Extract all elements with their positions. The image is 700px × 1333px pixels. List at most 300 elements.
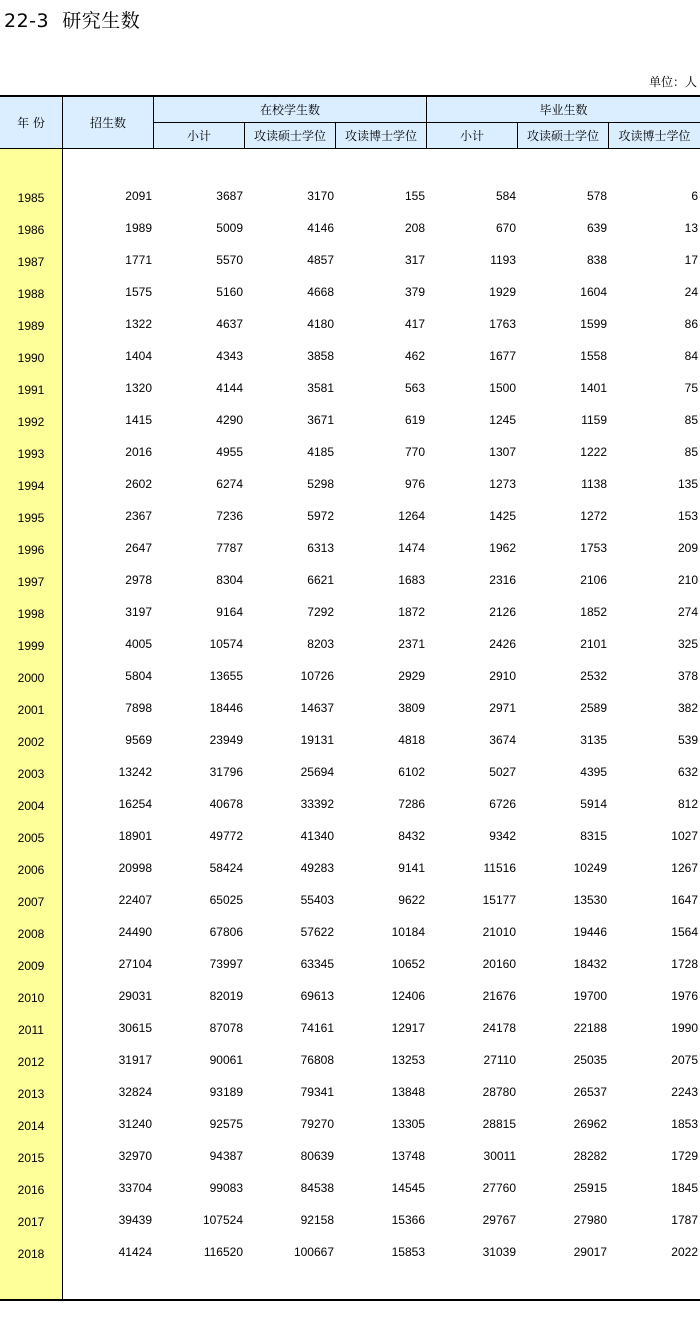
graduates-master-cell: 1753 xyxy=(580,541,607,555)
graduates-doctor-cell: 75 xyxy=(684,381,698,395)
in-school-subtotal-cell: 4144 xyxy=(216,381,243,395)
graduates-master-cell: 1272 xyxy=(580,509,607,523)
graduates-master-cell: 25035 xyxy=(573,1053,607,1067)
enrollment-cell: 1771 xyxy=(125,253,152,267)
year-cell: 2013 xyxy=(17,1087,45,1101)
enrollment-cell: 31240 xyxy=(118,1117,152,1131)
graduates-subtotal-cell: 1929 xyxy=(489,285,516,299)
graduates-subtotal-cell: 1193 xyxy=(490,253,516,267)
in-school-doctor-cell: 13748 xyxy=(391,1149,425,1163)
in-school-subtotal-cell: 3687 xyxy=(216,189,243,203)
in-school-doctor-cell: 9622 xyxy=(398,893,425,907)
table-row xyxy=(0,980,700,1012)
in-school-subtotal-cell: 5570 xyxy=(216,253,243,267)
graduates-doctor-cell: 274 xyxy=(677,605,698,619)
in-school-master-cell: 33392 xyxy=(300,797,334,811)
table-row xyxy=(0,532,700,564)
graduates-doctor-cell: 153 xyxy=(677,509,698,523)
year-cell: 1997 xyxy=(17,575,45,589)
in-school-doctor-cell: 770 xyxy=(404,445,425,459)
table-row xyxy=(0,308,700,340)
table-row xyxy=(0,436,700,468)
graduates-subtotal-cell: 27110 xyxy=(483,1053,516,1067)
graduates-subtotal-cell: 584 xyxy=(495,189,516,203)
table-row xyxy=(0,1076,700,1108)
graduates-master-cell: 22188 xyxy=(573,1021,607,1035)
graduates-doctor-cell: 1564 xyxy=(671,925,698,939)
in-school-master-cell: 8203 xyxy=(307,637,334,651)
in-school-subtotal-cell: 23949 xyxy=(209,733,243,747)
graduates-subtotal-cell: 1245 xyxy=(489,413,516,427)
in-school-master-cell: 3671 xyxy=(307,413,334,427)
year-cell: 1988 xyxy=(17,287,45,301)
enrollment-cell: 27104 xyxy=(118,957,152,971)
year-cell: 1991 xyxy=(17,383,45,397)
in-school-doctor-cell: 12406 xyxy=(391,989,425,1003)
table-row xyxy=(0,756,700,788)
unit-label: 单位：人 xyxy=(648,75,697,89)
in-school-subtotal-cell: 94387 xyxy=(209,1149,243,1163)
enrollment-cell: 9569 xyxy=(125,733,152,747)
enrollment-cell: 2647 xyxy=(125,541,152,555)
header-in-school-doctor: 攻读博士学位 xyxy=(344,129,417,143)
in-school-master-cell: 6621 xyxy=(307,573,334,587)
enrollment-cell: 5804 xyxy=(125,669,152,683)
graduates-master-cell: 1159 xyxy=(581,413,607,427)
in-school-subtotal-cell: 10574 xyxy=(209,637,243,651)
graduates-subtotal-cell: 28815 xyxy=(482,1117,516,1131)
in-school-master-cell: 80639 xyxy=(300,1149,334,1163)
in-school-master-cell: 10726 xyxy=(300,669,334,683)
table-row xyxy=(0,1108,700,1140)
graduates-doctor-cell: 1787 xyxy=(671,1213,698,1227)
year-cell: 2014 xyxy=(17,1119,45,1133)
year-cell: 1994 xyxy=(17,479,45,493)
in-school-doctor-cell: 462 xyxy=(404,349,425,363)
graduates-subtotal-cell: 2971 xyxy=(489,701,516,715)
graduates-subtotal-cell: 2126 xyxy=(489,605,516,619)
table-row xyxy=(0,692,700,724)
table-row xyxy=(0,788,700,820)
in-school-master-cell: 5972 xyxy=(307,509,334,523)
table-row xyxy=(0,820,700,852)
in-school-subtotal-cell: 31796 xyxy=(209,765,243,779)
in-school-subtotal-cell: 40678 xyxy=(209,797,243,811)
header-graduates-doctor: 攻读博士学位 xyxy=(618,129,691,143)
in-school-master-cell: 3170 xyxy=(307,189,334,203)
graduates-doctor-cell: 85 xyxy=(684,413,698,427)
year-cell: 2000 xyxy=(17,671,45,685)
in-school-doctor-cell: 563 xyxy=(404,381,425,395)
graduates-master-cell: 639 xyxy=(586,221,607,235)
in-school-master-cell: 57622 xyxy=(300,925,334,939)
graduates-doctor-cell: 1027 xyxy=(671,829,698,843)
graduates-subtotal-cell: 2910 xyxy=(489,669,516,683)
graduates-doctor-cell: 382 xyxy=(677,701,698,715)
in-school-master-cell: 84538 xyxy=(300,1181,334,1195)
graduates-subtotal-cell: 1425 xyxy=(489,509,516,523)
in-school-subtotal-cell: 9164 xyxy=(216,605,243,619)
graduates-subtotal-cell: 15177 xyxy=(482,893,516,907)
graduates-doctor-cell: 1976 xyxy=(671,989,698,1003)
enrollment-cell: 2978 xyxy=(125,573,152,587)
in-school-subtotal-cell: 58424 xyxy=(209,861,243,875)
graduates-subtotal-cell: 9342 xyxy=(489,829,516,843)
in-school-subtotal-cell: 8304 xyxy=(216,573,243,587)
graduates-subtotal-cell: 1500 xyxy=(489,381,516,395)
graduates-doctor-cell: 1647 xyxy=(671,893,698,907)
graduates-doctor-cell: 2243 xyxy=(671,1085,698,1099)
table-row xyxy=(0,596,700,628)
in-school-doctor-cell: 317 xyxy=(404,253,425,267)
year-cell: 1985 xyxy=(17,191,45,205)
in-school-doctor-cell: 8432 xyxy=(398,829,425,843)
in-school-doctor-cell: 15853 xyxy=(391,1245,425,1259)
year-cell: 2018 xyxy=(17,1247,45,1261)
in-school-master-cell: 25694 xyxy=(300,765,334,779)
enrollment-cell: 32824 xyxy=(118,1085,152,1099)
graduates-master-cell: 2589 xyxy=(580,701,607,715)
graduates-master-cell: 10249 xyxy=(573,861,607,875)
graduates-subtotal-cell: 11516 xyxy=(483,861,516,875)
header-year: 年 份 xyxy=(17,116,45,130)
table-row xyxy=(0,948,700,980)
graduates-doctor-cell: 85 xyxy=(684,445,698,459)
graduates-master-cell: 19700 xyxy=(573,989,607,1003)
table-row xyxy=(0,564,700,596)
graduates-subtotal-cell: 5027 xyxy=(489,765,516,779)
table-row xyxy=(0,884,700,916)
enrollment-cell: 13242 xyxy=(118,765,152,779)
in-school-doctor-cell: 12917 xyxy=(391,1021,425,1035)
table-bottom-rule xyxy=(0,1299,700,1301)
in-school-master-cell: 4146 xyxy=(307,221,334,235)
in-school-subtotal-cell: 87078 xyxy=(209,1021,243,1035)
in-school-doctor-cell: 2371 xyxy=(398,637,425,651)
graduates-master-cell: 2101 xyxy=(580,637,607,651)
year-cell: 2016 xyxy=(17,1183,45,1197)
graduates-doctor-cell: 812 xyxy=(677,797,698,811)
in-school-subtotal-cell: 67806 xyxy=(209,925,243,939)
year-cell: 1999 xyxy=(17,639,45,653)
graduates-doctor-cell: 13 xyxy=(684,221,698,235)
year-cell: 1998 xyxy=(17,607,45,621)
year-cell: 2009 xyxy=(17,959,45,973)
year-cell: 1996 xyxy=(17,543,45,557)
year-cell: 1993 xyxy=(17,447,45,461)
graduates-subtotal-cell: 24178 xyxy=(482,1021,516,1035)
graduates-master-cell: 4395 xyxy=(580,765,607,779)
graduates-doctor-cell: 210 xyxy=(677,573,698,587)
in-school-subtotal-cell: 13655 xyxy=(209,669,243,683)
page-title: 22-3 研究生数 xyxy=(4,10,141,32)
in-school-doctor-cell: 14545 xyxy=(391,1181,425,1195)
table-row xyxy=(0,500,700,532)
in-school-master-cell: 4668 xyxy=(307,285,334,299)
in-school-master-cell: 6313 xyxy=(307,541,334,555)
table-row xyxy=(0,1140,700,1172)
in-school-doctor-cell: 1474 xyxy=(398,541,425,555)
in-school-master-cell: 7292 xyxy=(307,605,334,619)
in-school-master-cell: 69613 xyxy=(300,989,334,1003)
in-school-doctor-cell: 155 xyxy=(404,189,425,203)
in-school-master-cell: 79270 xyxy=(300,1117,334,1131)
enrollment-cell: 2367 xyxy=(125,509,152,523)
graduates-subtotal-cell: 28780 xyxy=(482,1085,516,1099)
year-cell: 1990 xyxy=(17,351,45,365)
in-school-subtotal-cell: 82019 xyxy=(209,989,243,1003)
table-row xyxy=(0,1204,700,1236)
in-school-subtotal-cell: 4290 xyxy=(216,413,243,427)
enrollment-cell: 1320 xyxy=(125,381,152,395)
in-school-subtotal-cell: 116520 xyxy=(203,1245,243,1259)
graduates-subtotal-cell: 31039 xyxy=(482,1245,516,1259)
in-school-master-cell: 55403 xyxy=(300,893,334,907)
in-school-master-cell: 19131 xyxy=(300,733,334,747)
year-cell: 2005 xyxy=(17,831,45,845)
table-row xyxy=(0,724,700,756)
graduates-doctor-cell: 1845 xyxy=(671,1181,698,1195)
graduates-doctor-cell: 378 xyxy=(677,669,698,683)
in-school-doctor-cell: 208 xyxy=(404,221,425,235)
enrollment-cell: 3197 xyxy=(125,605,152,619)
year-cell: 2017 xyxy=(17,1215,45,1229)
in-school-master-cell: 4185 xyxy=(307,445,334,459)
graduates-master-cell: 26962 xyxy=(573,1117,607,1131)
enrollment-cell: 33704 xyxy=(118,1181,152,1195)
enrollment-cell: 22407 xyxy=(118,893,152,907)
graduates-master-cell: 1401 xyxy=(580,381,607,395)
graduates-doctor-cell: 1728 xyxy=(671,957,698,971)
enrollment-cell: 16254 xyxy=(118,797,152,811)
in-school-subtotal-cell: 92575 xyxy=(209,1117,243,1131)
enrollment-cell: 2602 xyxy=(125,477,152,491)
graduates-subtotal-cell: 21010 xyxy=(482,925,516,939)
enrollment-cell: 31917 xyxy=(118,1053,152,1067)
in-school-doctor-cell: 15366 xyxy=(391,1213,425,1227)
graduates-master-cell: 26537 xyxy=(573,1085,607,1099)
graduates-master-cell: 1138 xyxy=(581,477,607,491)
in-school-doctor-cell: 3809 xyxy=(398,701,425,715)
in-school-subtotal-cell: 18446 xyxy=(209,701,243,715)
graduates-master-cell: 2106 xyxy=(580,573,607,587)
in-school-subtotal-cell: 5160 xyxy=(216,285,243,299)
graduates-master-cell: 838 xyxy=(586,253,607,267)
graduates-doctor-cell: 1729 xyxy=(671,1149,698,1163)
in-school-doctor-cell: 619 xyxy=(404,413,425,427)
enrollment-cell: 1989 xyxy=(125,221,152,235)
in-school-subtotal-cell: 4343 xyxy=(216,349,243,363)
graduates-doctor-cell: 17 xyxy=(684,253,698,267)
graduates-master-cell: 3135 xyxy=(580,733,607,747)
graduates-subtotal-cell: 21676 xyxy=(482,989,516,1003)
in-school-master-cell: 4180 xyxy=(307,317,334,331)
graduates-doctor-cell: 2022 xyxy=(671,1245,698,1259)
in-school-master-cell: 100667 xyxy=(293,1245,334,1259)
graduates-master-cell: 1558 xyxy=(580,349,607,363)
in-school-subtotal-cell: 4637 xyxy=(216,317,243,331)
header-in-school-subtotal: 小计 xyxy=(186,129,211,143)
in-school-doctor-cell: 1872 xyxy=(398,605,425,619)
table-row xyxy=(0,852,700,884)
graduates-doctor-cell: 209 xyxy=(677,541,698,555)
graduates-master-cell: 18432 xyxy=(573,957,607,971)
in-school-master-cell: 49283 xyxy=(300,861,334,875)
in-school-doctor-cell: 13305 xyxy=(391,1117,425,1131)
graduates-master-cell: 1852 xyxy=(580,605,607,619)
graduates-subtotal-cell: 30011 xyxy=(483,1149,516,1163)
graduates-master-cell: 29017 xyxy=(573,1245,607,1259)
in-school-subtotal-cell: 73997 xyxy=(209,957,243,971)
enrollment-cell: 1404 xyxy=(125,349,152,363)
in-school-master-cell: 14637 xyxy=(300,701,334,715)
graduates-doctor-cell: 86 xyxy=(684,317,698,331)
in-school-subtotal-cell: 5009 xyxy=(216,221,243,235)
graduates-subtotal-cell: 6726 xyxy=(489,797,516,811)
graduates-master-cell: 1599 xyxy=(580,317,607,331)
graduates-doctor-cell: 325 xyxy=(677,637,698,651)
graduates-doctor-cell: 1853 xyxy=(671,1117,698,1131)
in-school-doctor-cell: 379 xyxy=(404,285,425,299)
enrollment-cell: 41424 xyxy=(118,1245,152,1259)
in-school-doctor-cell: 9141 xyxy=(398,861,425,875)
graduates-subtotal-cell: 2316 xyxy=(489,573,516,587)
year-cell: 1995 xyxy=(17,511,45,525)
header-graduates-subtotal: 小计 xyxy=(459,129,484,143)
year-cell: 2015 xyxy=(17,1151,45,1165)
table-row xyxy=(0,1044,700,1076)
year-cell: 1989 xyxy=(17,319,45,333)
in-school-subtotal-cell: 4955 xyxy=(216,445,243,459)
header-bottom-rule xyxy=(0,148,700,149)
graduates-subtotal-cell: 3674 xyxy=(489,733,516,747)
graduates-doctor-cell: 1267 xyxy=(671,861,698,875)
graduates-master-cell: 2532 xyxy=(580,669,607,683)
in-school-subtotal-cell: 90061 xyxy=(209,1053,243,1067)
graduates-master-cell: 19446 xyxy=(573,925,607,939)
enrollment-cell: 1415 xyxy=(125,413,152,427)
header-in-school-master: 攻读硕士学位 xyxy=(253,129,326,143)
graduates-master-cell: 1222 xyxy=(580,445,607,459)
header-enrollment: 招生数 xyxy=(89,116,126,130)
graduates-subtotal-cell: 1273 xyxy=(489,477,516,491)
in-school-doctor-cell: 10184 xyxy=(391,925,425,939)
enrollment-cell: 20998 xyxy=(118,861,152,875)
graduates-master-cell: 27980 xyxy=(573,1213,607,1227)
graduates-subtotal-cell: 670 xyxy=(495,221,516,235)
in-school-master-cell: 3581 xyxy=(307,381,334,395)
in-school-subtotal-cell: 6274 xyxy=(216,477,243,491)
in-school-master-cell: 3858 xyxy=(307,349,334,363)
year-cell: 2002 xyxy=(17,735,45,749)
table-row xyxy=(0,372,700,404)
in-school-doctor-cell: 6102 xyxy=(398,765,425,779)
graduates-master-cell: 5914 xyxy=(580,797,607,811)
table-row xyxy=(0,468,700,500)
header-graduates: 毕业生数 xyxy=(539,103,588,117)
graduates-subtotal-cell: 1763 xyxy=(489,317,516,331)
graduates-subtotal-cell: 1307 xyxy=(489,445,516,459)
in-school-doctor-cell: 10652 xyxy=(391,957,425,971)
year-cell: 2007 xyxy=(17,895,45,909)
enrollment-cell: 2091 xyxy=(125,189,152,203)
in-school-doctor-cell: 13848 xyxy=(391,1085,425,1099)
in-school-subtotal-cell: 65025 xyxy=(209,893,243,907)
year-cell: 2012 xyxy=(17,1055,45,1069)
enrollment-cell: 39439 xyxy=(118,1213,152,1227)
graduates-doctor-cell: 1990 xyxy=(671,1021,698,1035)
graduates-doctor-cell: 632 xyxy=(677,765,698,779)
table-row xyxy=(0,404,700,436)
graduates-doctor-cell: 539 xyxy=(677,733,698,747)
enrollment-cell: 32970 xyxy=(118,1149,152,1163)
in-school-master-cell: 74161 xyxy=(300,1021,334,1035)
in-school-master-cell: 76808 xyxy=(300,1053,334,1067)
enrollment-cell: 7898 xyxy=(125,701,152,715)
in-school-doctor-cell: 976 xyxy=(404,477,425,491)
year-cell: 2004 xyxy=(17,799,45,813)
table-row xyxy=(0,180,700,212)
in-school-doctor-cell: 417 xyxy=(404,317,425,331)
in-school-doctor-cell: 1264 xyxy=(398,509,425,523)
table-row xyxy=(0,212,700,244)
year-cell: 2001 xyxy=(17,703,45,717)
table-row xyxy=(0,916,700,948)
graduates-subtotal-cell: 2426 xyxy=(489,637,516,651)
in-school-doctor-cell: 13253 xyxy=(391,1053,425,1067)
in-school-master-cell: 79341 xyxy=(300,1085,334,1099)
table-row xyxy=(0,1012,700,1044)
in-school-master-cell: 92158 xyxy=(300,1213,334,1227)
in-school-doctor-cell: 1683 xyxy=(398,573,425,587)
graduates-doctor-cell: 84 xyxy=(684,349,698,363)
graduates-doctor-cell: 135 xyxy=(677,477,698,491)
header-in-school: 在校学生数 xyxy=(259,103,320,117)
graduates-master-cell: 578 xyxy=(586,189,607,203)
year-cell: 1986 xyxy=(17,223,45,237)
in-school-subtotal-cell: 93189 xyxy=(209,1085,243,1099)
year-cell: 2010 xyxy=(17,991,45,1005)
graduates-subtotal-cell: 1962 xyxy=(489,541,516,555)
graduates-doctor-cell: 24 xyxy=(684,285,698,299)
in-school-master-cell: 41340 xyxy=(300,829,334,843)
enrollment-cell: 30615 xyxy=(118,1021,152,1035)
graduates-subtotal-cell: 1677 xyxy=(489,349,516,363)
graduates-master-cell: 25915 xyxy=(573,1181,607,1195)
header-graduates-master: 攻读硕士学位 xyxy=(526,129,599,143)
year-cell: 1992 xyxy=(17,415,45,429)
enrollment-cell: 1322 xyxy=(125,317,152,331)
year-cell: 1987 xyxy=(17,255,45,269)
in-school-subtotal-cell: 7787 xyxy=(216,541,243,555)
graduates-subtotal-cell: 27760 xyxy=(482,1181,516,1195)
graduates-doctor-cell: 6 xyxy=(691,189,698,203)
enrollment-cell: 29031 xyxy=(118,989,152,1003)
in-school-subtotal-cell: 7236 xyxy=(216,509,243,523)
enrollment-cell: 1575 xyxy=(125,285,152,299)
in-school-doctor-cell: 2929 xyxy=(398,669,425,683)
enrollment-cell: 4005 xyxy=(125,637,152,651)
in-school-subtotal-cell: 49772 xyxy=(209,829,243,843)
in-school-master-cell: 4857 xyxy=(307,253,334,267)
year-cell: 2011 xyxy=(18,1023,44,1037)
table-row xyxy=(0,244,700,276)
enrollment-cell: 18901 xyxy=(118,829,152,843)
graduates-master-cell: 28282 xyxy=(573,1149,607,1163)
year-cell: 2003 xyxy=(17,767,45,781)
in-school-master-cell: 5298 xyxy=(307,477,334,491)
enrollment-cell: 2016 xyxy=(125,445,152,459)
